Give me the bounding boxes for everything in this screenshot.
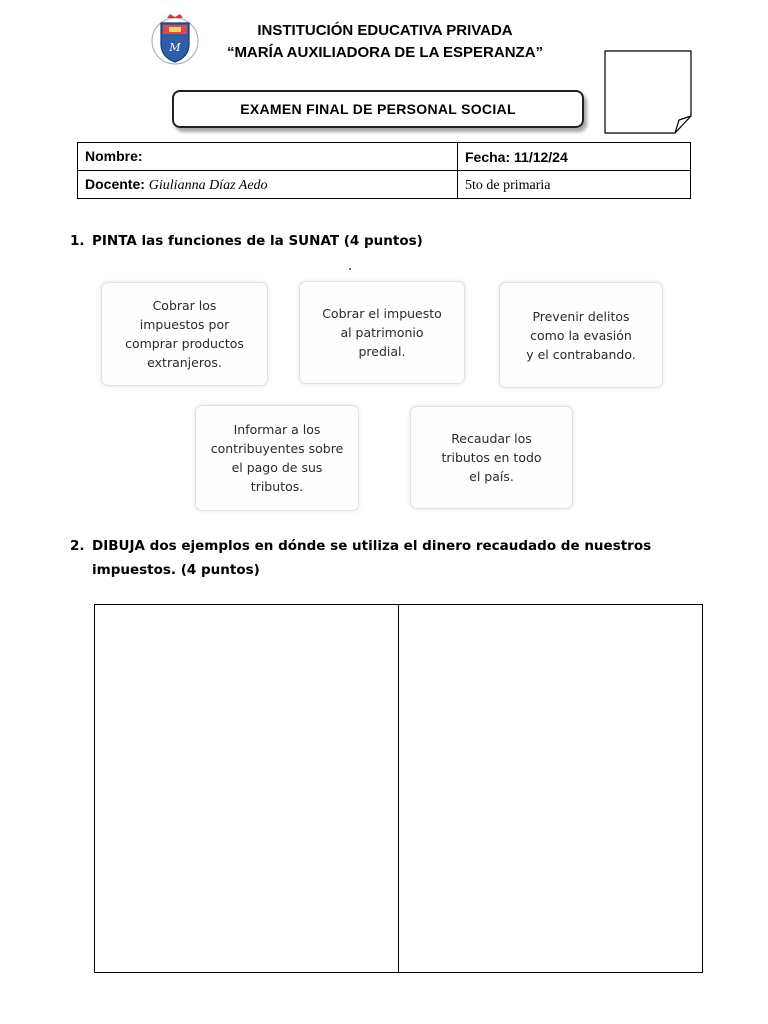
svg-text:M: M <box>169 41 181 54</box>
question-2-text-line2: impuestos. (4 puntos) <box>92 562 260 578</box>
question-2 <box>70 534 710 582</box>
question-2-text-line1: DIBUJA dos ejemplos en dónde se utiliza el dinero recaudado de nuestros <box>92 538 652 554</box>
drawing-box-2[interactable] <box>399 605 702 972</box>
date-cell <box>458 143 691 171</box>
institution-line2: “MARÍA AUXILIADORA DE LA ESPERANZA” <box>226 44 544 61</box>
date-value: 11/12/24 <box>514 148 568 165</box>
name-label: Nombre: <box>85 147 143 164</box>
table-row <box>78 143 691 171</box>
teacher-value: Giulianna Díaz Aedo <box>148 177 268 193</box>
question-1 <box>70 229 710 253</box>
card-text: Informar a los contribuyentes sobre el pago de sus tributos. <box>210 422 344 494</box>
photo-frame-icon <box>604 50 692 134</box>
sunat-function-card[interactable] <box>499 282 663 388</box>
grade-cell <box>458 171 691 199</box>
sunat-function-card[interactable] <box>410 406 573 509</box>
sunat-function-card[interactable] <box>195 405 359 511</box>
teacher-cell <box>78 171 458 199</box>
school-crest-icon <box>150 14 200 66</box>
student-info-table <box>77 142 691 199</box>
teacher-label: Docente: <box>85 175 145 192</box>
grade-value: 5to de primaria <box>465 177 551 193</box>
institution-line1: INSTITUCIÓN EDUCATIVA PRIVADA <box>257 22 513 39</box>
drawing-box-1[interactable] <box>95 605 399 972</box>
sunat-function-card[interactable] <box>101 282 268 386</box>
card-text: Cobrar el impuesto al patrimonio predial. <box>322 306 442 359</box>
drawing-grid <box>94 604 703 973</box>
question-2-number: 2. <box>70 538 85 554</box>
institution-name <box>200 20 570 64</box>
question-1-text: PINTA las funciones de la SUNAT (4 puntos) <box>92 233 423 249</box>
exam-title: EXAMEN FINAL DE PERSONAL SOCIAL <box>172 90 584 128</box>
date-label: Fecha: <box>465 148 511 165</box>
card-text: Cobrar los impuestos por comprar productos extranjeros. <box>125 298 244 370</box>
card-text: Recaudar los tributos en todo el país. <box>441 431 542 484</box>
stray-dot <box>349 268 351 270</box>
name-cell[interactable] <box>78 143 458 171</box>
sunat-function-card[interactable] <box>299 281 465 384</box>
question-1-number: 1. <box>70 233 85 249</box>
table-row <box>78 171 691 199</box>
card-text: Prevenir delitos como la evasión y el contrabando. <box>526 308 636 362</box>
